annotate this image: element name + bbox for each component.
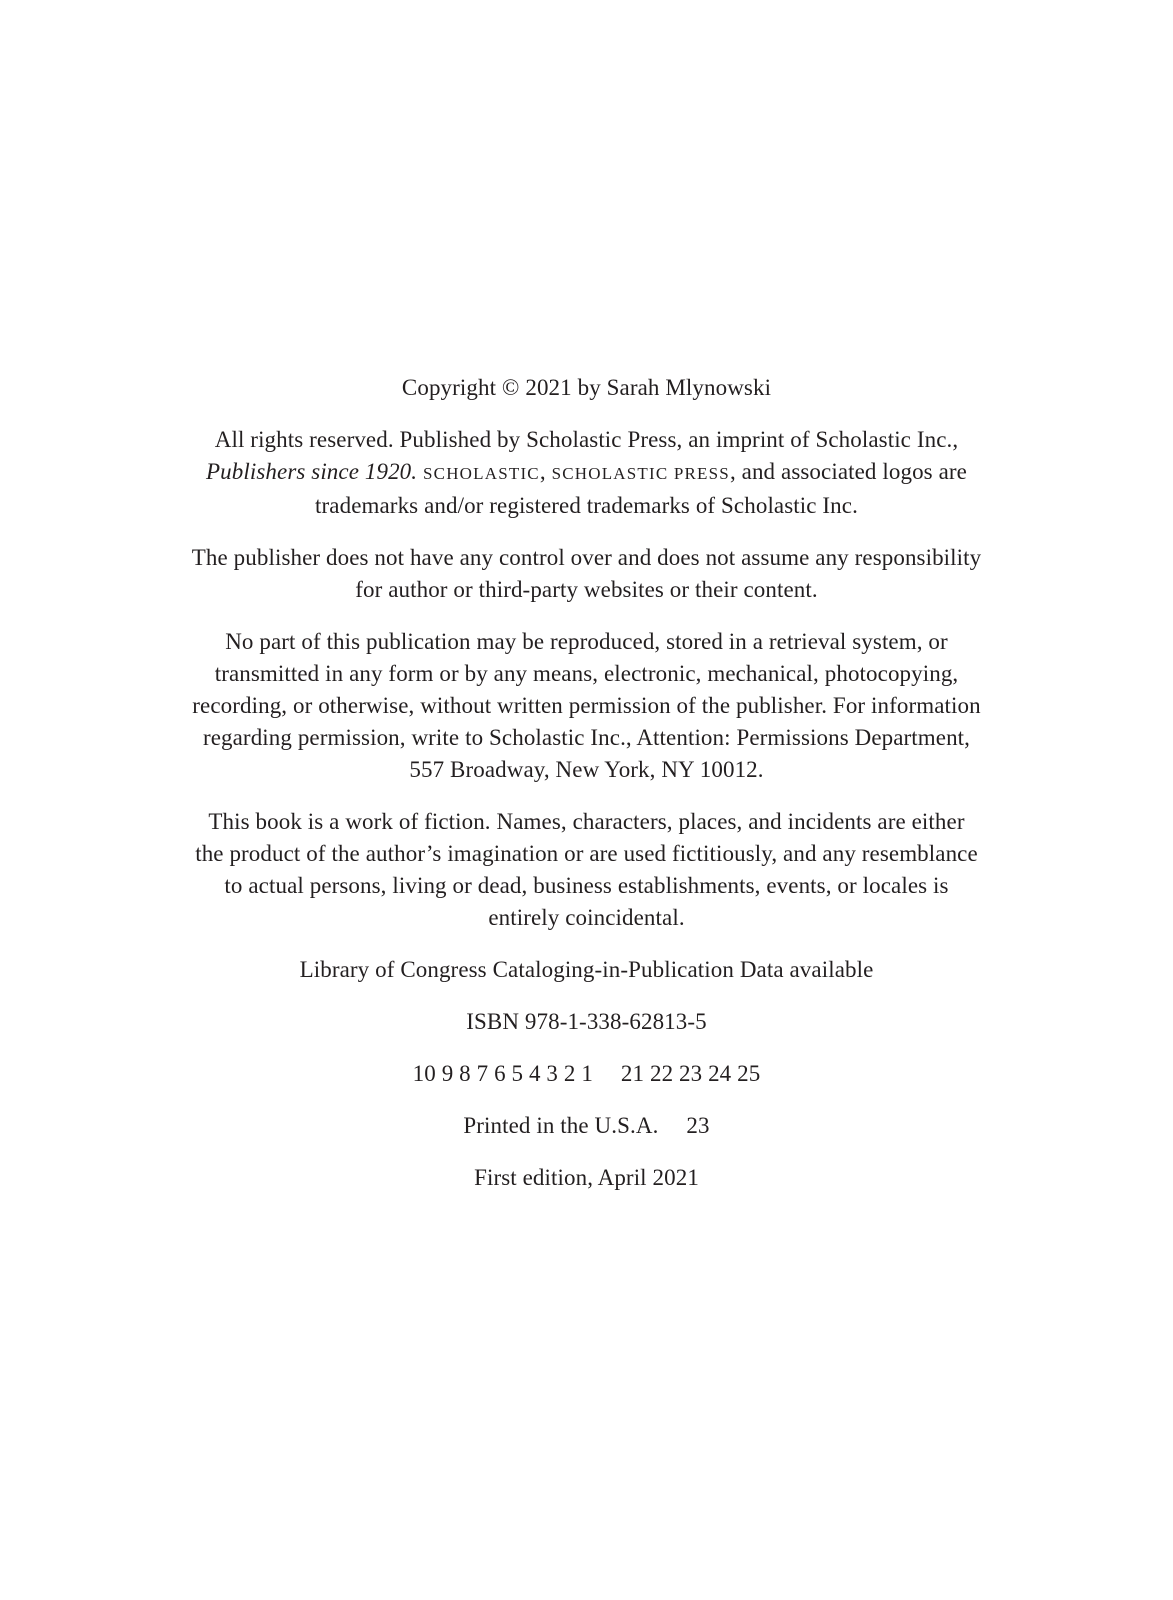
reproduction-line: 557 Broadway, New York, NY 10012. [409, 757, 764, 782]
rights-line-3: trademarks and/or registered trademarks of Scholastic Inc. [315, 493, 858, 518]
printed-in-text: Printed in the U.S.A. [463, 1113, 659, 1138]
trademark-separator: , [539, 459, 552, 484]
rights-line-2-rest: , and associated logos are [729, 459, 967, 484]
responsibility-line: for author or third-party websites or their content. [355, 577, 818, 602]
responsibility-line: The publisher does not have any control over and does not assume any responsibility [191, 545, 982, 570]
printed-in-paragraph [157, 1110, 1017, 1142]
isbn-paragraph [157, 1006, 1017, 1038]
copyright-line [157, 372, 1017, 404]
rights-line-1: All rights reserved. Published by Scholastic Press, an imprint of Scholastic Inc., [214, 427, 959, 452]
reproduction-paragraph [157, 626, 1017, 786]
edition-paragraph [157, 1162, 1017, 1194]
rights-paragraph [157, 424, 1017, 522]
copyright-text: Copyright © 2021 by Sarah Mlynowski [401, 375, 772, 400]
printing-years: 21 22 23 24 25 [620, 1061, 761, 1086]
reproduction-line: No part of this publication may be reproduced, stored in a retrieval system, or [225, 629, 948, 654]
responsibility-paragraph [157, 542, 1017, 606]
printing-line [157, 1058, 1017, 1090]
scholastic-press-trademark: SCHOLASTIC PRESS [551, 464, 730, 483]
printing-numbers: 10 9 8 7 6 5 4 3 2 1 [412, 1061, 593, 1086]
rights-line-2 [157, 456, 1017, 490]
publishers-since-text: Publishers since 1920. [206, 459, 418, 484]
printing-line-content [157, 1058, 1017, 1090]
printed-in-content [157, 1110, 1017, 1142]
edition-text: First edition, April 2021 [474, 1165, 699, 1190]
printed-code: 23 [686, 1113, 710, 1138]
fiction-line: entirely coincidental. [488, 905, 685, 930]
reproduction-line: recording, or otherwise, without written permission of the publisher. For information [192, 693, 981, 718]
fiction-line: to actual persons, living or dead, business establishments, events, or locales is [224, 873, 949, 898]
fiction-paragraph [157, 806, 1017, 934]
reproduction-line: regarding permission, write to Scholastic Inc., Attention: Permissions Department, [202, 725, 971, 750]
cip-text: Library of Congress Cataloging-in-Publication Data available [299, 957, 874, 982]
copyright-page [0, 372, 1173, 1214]
cip-paragraph [157, 954, 1017, 986]
isbn-text: ISBN 978-1-338-62813-5 [466, 1009, 707, 1034]
reproduction-line: transmitted in any form or by any means, electronic, mechanical, photocopying, [214, 661, 959, 686]
fiction-line: This book is a work of fiction. Names, characters, places, and incidents are either [208, 809, 965, 834]
scholastic-trademark: SCHOLASTIC [423, 464, 540, 483]
fiction-line: the product of the author’s imagination or are used fictitiously, and any resemblance [195, 841, 978, 866]
